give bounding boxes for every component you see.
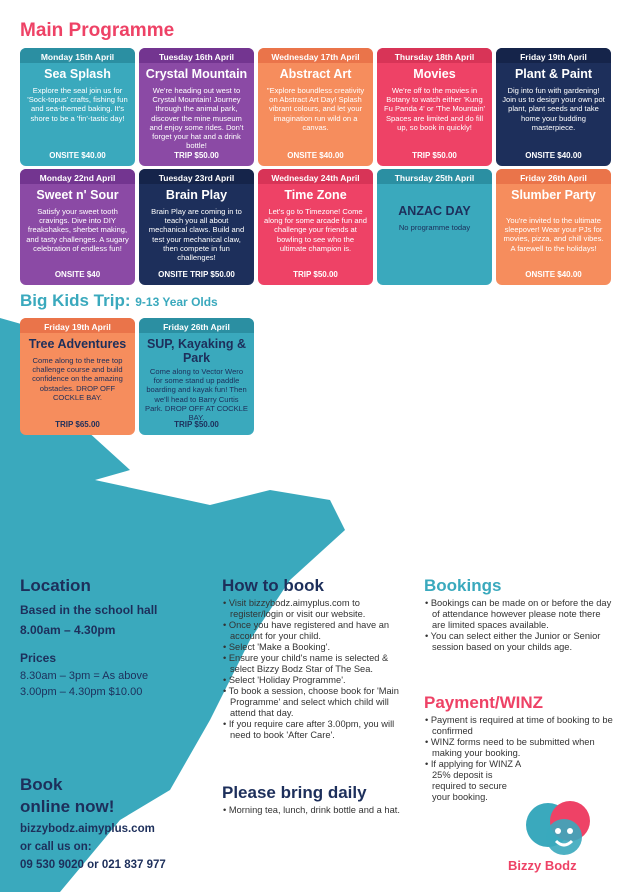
card-title: Brain Play: [165, 188, 228, 202]
bring-list: [222, 805, 412, 816]
card-date: Wednesday 17th April: [258, 48, 373, 63]
card-desc: Dig into fun with gardening! Join us to design your own pot plant, plant seeds and take home your budding masterpiece.: [502, 86, 605, 132]
book-online-section: [20, 774, 220, 874]
payment-list: [424, 715, 614, 803]
card-price: ONSITE $40.00: [287, 151, 344, 160]
big-kids-heading: [20, 291, 218, 311]
card-price: TRIP $50.00: [412, 151, 457, 160]
booking-url-link[interactable]: bizzybodz.aimyplus.com: [20, 823, 155, 835]
location-heading: Location: [20, 576, 91, 595]
main-programme-heading: Main Programme: [20, 20, 175, 41]
card-date: Friday 26th April: [139, 318, 254, 333]
list-item: • To book a session, choose book for 'Main Programme' and select which child will attend that day.: [222, 686, 412, 719]
list-item: • Bookings can be made on or before the day of attendance however please note there are limited spaces available.: [424, 598, 614, 631]
prices-heading: Prices: [20, 651, 57, 665]
bookings-section: [424, 576, 614, 653]
logo-text: Bizzy Bodz: [508, 858, 577, 873]
card-title: Movies: [413, 67, 456, 81]
bookings-heading: Bookings: [424, 576, 502, 595]
card-sup-kayaking: [139, 318, 254, 435]
card-title: Abstract Art: [279, 67, 352, 81]
list-item: • Select 'Make a Booking'.: [222, 642, 412, 653]
card-title: Sweet n' Sour: [36, 188, 119, 202]
list-item: • If you require care after 3.00pm, you will need to book 'After Care'.: [222, 719, 412, 741]
list-item: • Select 'Holiday Programme'.: [222, 675, 412, 686]
card-title: Tree Adventures: [28, 337, 127, 351]
card-price: ONSITE $40.00: [525, 151, 582, 160]
how-to-book-heading: How to book: [222, 576, 324, 595]
how-to-book-section: [222, 576, 412, 741]
card-date: Thursday 18th April: [377, 48, 492, 63]
big-kids-subtitle: 9-13 Year Olds: [135, 295, 218, 309]
card-desc: Explore the seal join us for 'Sock-topus' crafts, fishing fun and sea-themed baking. It's shore to be a 'fin'-tastic day!: [27, 86, 128, 123]
card-time-zone: [258, 169, 373, 285]
card-price: TRIP $50.00: [174, 420, 219, 429]
payment-section: [424, 693, 614, 803]
card-abstract-art: [258, 48, 373, 166]
card-movies: [377, 48, 492, 166]
card-price: ONSITE $40.00: [49, 151, 106, 160]
card-price: ONSITE $40.00: [525, 270, 582, 279]
card-price: TRIP $65.00: [55, 420, 100, 429]
price-line2: 3.00pm – 4.30pm $10.00: [20, 686, 143, 698]
card-title: Slumber Party: [511, 188, 596, 202]
bring-heading: Please bring daily: [222, 783, 367, 802]
card-anzac-day: [377, 169, 492, 285]
card-plant-paint: [496, 48, 611, 166]
card-sweet-n-sour: [20, 169, 135, 285]
list-item: • You can select either the Junior or Senior session based on your childs age.: [424, 631, 614, 653]
card-slumber-party: [496, 169, 611, 285]
list-item: • If applying for WINZ A 25% deposit is required to secure your booking.: [424, 759, 524, 803]
big-kids-title: Big Kids Trip:: [20, 291, 131, 310]
list-item: • Morning tea, lunch, drink bottle and a hat.: [222, 805, 412, 816]
card-date: Monday 15th April: [20, 48, 135, 63]
list-item: • Once you have registered and have an account for your child.: [222, 620, 412, 642]
card-desc: Come along to Vector Wero for some stand up paddle boarding and kayak fun! Then we'll head to Barry Curtis Park. DROP OFF AT COCKLE BAY.: [145, 367, 248, 423]
card-title: ANZAC DAY: [398, 204, 471, 218]
card-tree-adventures: [20, 318, 135, 435]
card-desc: Satisfy your sweet tooth cravings. Dive into DIY freakshakes, sherbet making, and tasty challenges. A sugary celebration of endless fun!: [26, 207, 129, 253]
card-date: Tuesday 16th April: [139, 48, 254, 63]
call-label: or call us on:: [20, 841, 92, 853]
location-line1: Based in the school hall: [20, 603, 158, 617]
card-date: Thursday 25th April: [377, 169, 492, 184]
card-date: Tuesday 23rd April: [139, 169, 254, 184]
card-date: Wednesday 24th April: [258, 169, 373, 184]
card-crystal-mountain: [139, 48, 254, 166]
card-title: SUP, Kayaking & Park: [146, 337, 247, 365]
card-price: ONSITE TRIP $50.00: [158, 270, 235, 279]
list-item: • Visit bizzybodz.aimyplus.com to register/login or visit our website.: [222, 598, 412, 620]
card-desc: No programme today: [398, 223, 471, 232]
payment-heading: Payment/WINZ: [424, 693, 544, 712]
book-line2: online now!: [20, 797, 115, 816]
card-title: Crystal Mountain: [145, 67, 248, 81]
book-line1: Book: [20, 775, 63, 794]
list-item: • Payment is required at time of booking to be confirmed: [424, 715, 614, 737]
card-price: TRIP $50.00: [293, 270, 338, 279]
card-title: Plant & Paint: [514, 67, 593, 81]
card-date: Friday 19th April: [496, 48, 611, 63]
card-desc: "Explore boundless creativity on Abstract Art Day! Splash vibrant colours, and let your imagination run wild on a canvas.: [266, 86, 365, 132]
list-item: • Ensure your child's name is selected & select Bizzy Bodz Star of The Sea.: [222, 653, 412, 675]
card-brain-play: [139, 169, 254, 285]
card-title: Time Zone: [284, 188, 347, 202]
how-to-book-list: [222, 598, 412, 741]
card-sea-splash: [20, 48, 135, 166]
card-desc: Let's go to Timezone! Come along for some arcade fun and challenge your friends at bowling to see who the ultimate champion is.: [264, 207, 368, 253]
card-title: Sea Splash: [44, 67, 111, 81]
card-desc: You're invited to the ultimate sleepover! Wear your PJs for movies, pizza, and chill vibes. A farewell to the holidays!: [503, 216, 604, 253]
card-desc: We're heading out west to Crystal Mountain! Journey through the animal park, discover the mine museum and enjoy some rides. Don't forget your hat and a drink bottle!: [149, 86, 244, 151]
card-desc: We're off to the movies in Botany to watch either 'Kung Fu Panda 4' or 'The Mountain' Spaces are limited and do fill up, so book in quickly!: [383, 86, 486, 132]
phone-numbers: 09 530 9020 or 021 837 977: [20, 859, 166, 871]
bring-section: [222, 783, 412, 816]
card-price: ONSITE $40: [54, 270, 101, 279]
card-date: Friday 26th April: [496, 169, 611, 184]
card-desc: Brain Play are coming in to teach you all about mechanical claws. Build and test your mechanical claw, then compete in fun challenges!: [148, 207, 245, 263]
card-desc: Come along to the tree top challenge course and build confidence on the amazing obstacles. DROP OFF COCKLE BAY.: [32, 356, 123, 402]
location-section: [20, 576, 210, 700]
location-hours: 8.00am – 4.30pm: [20, 623, 116, 637]
card-date: Monday 22nd April: [20, 169, 135, 184]
card-date: Friday 19th April: [20, 318, 135, 333]
card-price: TRIP $50.00: [174, 151, 219, 160]
price-line1: 8.30am – 3pm = As above: [20, 670, 149, 682]
list-item: • WINZ forms need to be submitted when making your booking.: [424, 737, 614, 759]
bookings-list: [424, 598, 614, 653]
